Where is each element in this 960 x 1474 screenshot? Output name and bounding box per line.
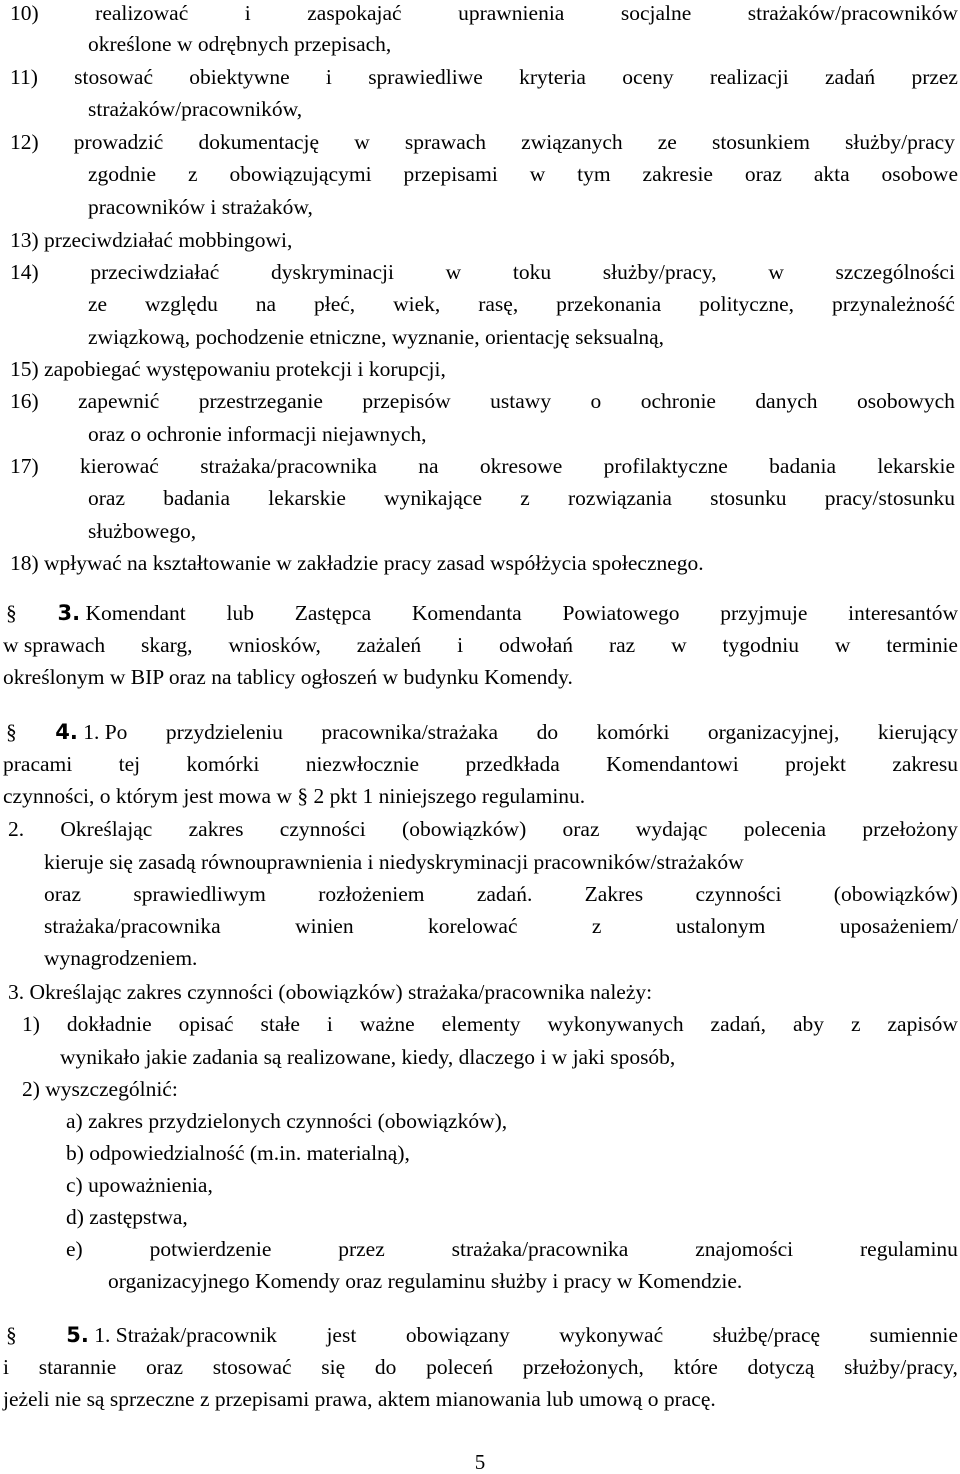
word: 16)	[10, 389, 39, 413]
word: 3. Komendant	[57, 601, 186, 625]
word: wiek,	[393, 292, 441, 316]
word: strażaka/pracownika	[44, 914, 221, 938]
word: §	[6, 1323, 17, 1347]
text-line	[8, 813, 958, 845]
word: 10)	[10, 1, 39, 25]
word: kryteria	[519, 65, 586, 89]
text-line: określonym w BIP oraz na tablicy ogłoszeń w budynku Komendy.	[3, 665, 573, 689]
word: służbę/pracę	[712, 1323, 821, 1347]
word: jest	[326, 1323, 357, 1347]
word: komórki	[186, 752, 260, 776]
word: sprawiedliwym	[133, 882, 266, 906]
word: 14)	[10, 260, 39, 284]
text-line	[10, 0, 958, 29]
text-line: jeżeli nie są sprzeczne z przepisami prawa, aktem mianowania lub umową o pracę.	[3, 1387, 716, 1411]
text-line: 2) wyszczególnić:	[22, 1077, 178, 1101]
word: prowadzić	[73, 130, 164, 154]
word: czynności	[695, 882, 782, 906]
word: zakres	[188, 817, 244, 841]
text-line	[66, 1233, 958, 1265]
word: przepisów	[362, 389, 451, 413]
word: rasę,	[478, 292, 519, 316]
word: Komendantowi	[606, 752, 739, 776]
word: 17)	[10, 454, 39, 478]
word: profilaktyczne	[603, 454, 728, 478]
word: (obowiązków)	[402, 817, 527, 841]
word: czynności	[279, 817, 366, 841]
word: w	[671, 633, 687, 657]
word: dokumentację	[198, 130, 320, 154]
text-line	[3, 748, 958, 780]
word: oraz	[562, 817, 600, 841]
word: ze	[657, 130, 677, 154]
text-line: związkową, pochodzenie etniczne, wyznanie, orientację seksualną,	[88, 325, 665, 349]
word: aby	[793, 1012, 825, 1036]
word: zadań,	[710, 1012, 767, 1036]
word: przełożony	[862, 817, 958, 841]
word: osobowe	[881, 162, 958, 186]
word: w	[834, 633, 851, 657]
word: lekarskie	[268, 486, 346, 510]
word: oraz	[146, 1355, 184, 1379]
word: rozwiązania	[568, 486, 672, 510]
word: potwierdzenie	[149, 1237, 272, 1261]
word: opisać	[178, 1012, 234, 1036]
word: zgodnie	[88, 162, 157, 186]
word: i	[326, 1012, 333, 1036]
word: Zakres	[584, 882, 644, 906]
word: (obowiązków)	[833, 882, 958, 906]
word: stosunku	[710, 486, 787, 510]
word: niezwłocznie	[305, 752, 420, 776]
word: które	[673, 1355, 718, 1379]
word: okresowe	[479, 454, 563, 478]
section-number: 4.	[55, 720, 78, 744]
word: ustawy	[490, 389, 552, 413]
word: ochronie	[640, 389, 716, 413]
text-line: oraz o ochronie informacji niejawnych,	[88, 422, 427, 446]
word: oraz	[44, 882, 81, 906]
word: i	[457, 633, 464, 657]
text-line: strażaków/pracowników,	[88, 97, 303, 121]
word: dokładnie	[66, 1012, 152, 1036]
word: 4. 1. Po	[55, 720, 128, 744]
word: przynależność	[831, 292, 955, 316]
text-line	[10, 385, 955, 417]
word: Zastępca	[294, 601, 372, 625]
word: do	[536, 720, 559, 744]
word: zadań	[825, 65, 876, 89]
text-line: b) odpowiedzialność (m.in. materialną),	[66, 1141, 410, 1165]
word: wykonywać	[559, 1323, 664, 1347]
word: stosunkiem	[711, 130, 810, 154]
word: lekarskie	[877, 454, 955, 478]
word: w sprawach	[3, 633, 106, 657]
word: kierujący	[877, 720, 958, 744]
word: zakresu	[892, 752, 958, 776]
text-line: organizacyjnego Komendy oraz regulaminu służby i pracy w Komendzie.	[108, 1269, 743, 1293]
word: 5. 1. Strażak/pracownik	[66, 1323, 277, 1347]
word: z	[520, 486, 530, 510]
word: 11)	[10, 65, 38, 89]
word: osobowych	[856, 389, 955, 413]
word: tygodniu	[722, 633, 799, 657]
word: kierować	[80, 454, 159, 478]
word: przepisami	[403, 162, 498, 186]
text-line	[6, 597, 958, 629]
word: wniosków,	[228, 633, 321, 657]
word: wydając	[635, 817, 708, 841]
word: do	[374, 1355, 397, 1379]
text-line: wynagrodzeniem.	[44, 946, 198, 970]
text-line: 13) przeciwdziałać mobbingowi,	[10, 228, 293, 252]
word: zapisów	[887, 1012, 958, 1036]
word: realizować	[95, 1, 189, 25]
word: ze	[88, 292, 108, 316]
word: akta	[813, 162, 850, 186]
word: obowiązany	[405, 1323, 510, 1347]
word: się	[321, 1355, 346, 1379]
word: regulaminu	[860, 1237, 958, 1261]
word: polityczne,	[699, 292, 795, 316]
word: na	[255, 292, 277, 316]
word: wynikające	[384, 486, 483, 510]
word: e)	[66, 1237, 83, 1261]
word: organizacyjnej,	[707, 720, 840, 744]
word: i	[325, 65, 332, 89]
word: projekt	[785, 752, 846, 776]
word: sprawach	[404, 130, 487, 154]
word: interesantów	[848, 601, 958, 625]
text-line	[88, 158, 958, 190]
word: ustalonym	[675, 914, 766, 938]
word: przez	[338, 1237, 385, 1261]
text-line	[10, 61, 958, 93]
word: Komendanta	[411, 601, 522, 625]
word: oraz	[744, 162, 782, 186]
word: winien	[295, 914, 354, 938]
word: rozłożeniem	[318, 882, 425, 906]
text-line: c) upoważnienia,	[66, 1173, 213, 1197]
text-line: służbowego,	[88, 519, 197, 543]
word: szczególności	[835, 260, 955, 284]
word: wykonywanych	[547, 1012, 684, 1036]
text-line	[6, 716, 958, 748]
word: przestrzeganie	[198, 389, 323, 413]
word: sprawiedliwe	[368, 65, 483, 89]
word: przez	[911, 65, 958, 89]
word: sumiennie	[869, 1323, 958, 1347]
word: oraz	[88, 486, 125, 510]
text-line	[3, 629, 958, 661]
text-line	[22, 1008, 958, 1040]
word: z	[187, 162, 198, 186]
word: badania	[163, 486, 231, 510]
word: stosować	[212, 1355, 292, 1379]
word: na	[418, 454, 439, 478]
word: 1)	[22, 1012, 40, 1036]
word: tej	[118, 752, 141, 776]
word: w	[768, 260, 784, 284]
word: z	[851, 1012, 861, 1036]
text-line: 15) zapobiegać występowaniu protekcji i korupcji,	[10, 357, 446, 381]
word: uposażeniem/	[839, 914, 958, 938]
text-line: a) zakres przydzielonych czynności (obowiązków),	[66, 1109, 508, 1133]
word: i	[244, 1, 251, 25]
text-line: pracowników i strażaków,	[88, 195, 313, 219]
word: danych	[755, 389, 818, 413]
word: korelować	[427, 914, 518, 938]
word: przyjmuje	[720, 601, 808, 625]
word: §	[6, 601, 17, 625]
word: pracownika/strażaka	[321, 720, 499, 744]
text-line: kieruje się zasadą równouprawnienia i niedyskryminacji pracowników/strażaków	[44, 850, 744, 874]
word: realizacji	[709, 65, 789, 89]
word: polecenia	[743, 817, 827, 841]
word: skarg,	[141, 633, 193, 657]
word: socjalne	[620, 1, 692, 25]
word: i	[3, 1355, 9, 1379]
word: płeć,	[314, 292, 356, 316]
word: stosować	[74, 65, 153, 89]
word: w	[445, 260, 462, 284]
text-line	[88, 288, 955, 320]
text-line	[44, 910, 958, 942]
text-line: czynności, o którym jest mowa w § 2 pkt 1 niniejszego regulaminu.	[3, 784, 586, 808]
word: strażaka/pracownika	[200, 454, 377, 478]
text-line	[3, 1351, 958, 1383]
word: badania	[769, 454, 837, 478]
text-line	[10, 450, 955, 482]
word: zażaleń	[356, 633, 422, 657]
word: obowiązującymi	[229, 162, 372, 186]
word: uprawnienia	[458, 1, 565, 25]
word: strażaka/pracownika	[451, 1237, 629, 1261]
text-line: określone w odrębnych przepisach,	[88, 32, 392, 56]
word: przydzieleniu	[165, 720, 283, 744]
word: przeciwdziałać	[90, 260, 220, 284]
word: 12)	[10, 130, 39, 154]
word: w	[529, 162, 546, 186]
word: 2.	[8, 817, 25, 841]
word: przełożonych,	[522, 1355, 644, 1379]
word: oceny	[622, 65, 674, 89]
word: obiektywne	[189, 65, 290, 89]
word: pracami	[3, 752, 73, 776]
word: zaspokajać	[307, 1, 402, 25]
word: lub	[226, 601, 254, 625]
text-line	[10, 126, 955, 158]
word: toku	[512, 260, 552, 284]
word: służby/pracy	[845, 130, 955, 154]
word: względu	[145, 292, 218, 316]
word: Powiatowego	[562, 601, 680, 625]
text-line	[44, 878, 958, 910]
word: tym	[577, 162, 611, 186]
text-line: wynikało jakie zadania są realizowane, kiedy, dlaczego i w jaki sposób,	[60, 1045, 676, 1069]
word: odwołań	[498, 633, 574, 657]
section-number: 3.	[57, 601, 81, 625]
word: poleceń	[426, 1355, 493, 1379]
text-line	[6, 1319, 958, 1351]
page-number: 5	[474, 1450, 486, 1474]
word: służby/pracy,	[602, 260, 717, 284]
word: zadań.	[476, 882, 533, 906]
word: pracy/stosunku	[824, 486, 955, 510]
word: przedkłada	[465, 752, 560, 776]
text-line: d) zastępstwa,	[66, 1205, 188, 1229]
word: zapewnić	[78, 389, 160, 413]
word: komórki	[596, 720, 670, 744]
word: raz	[608, 633, 636, 657]
word: w	[354, 130, 370, 154]
word: przekonania	[556, 292, 662, 316]
text-line: 3. Określając zakres czynności (obowiązków) strażaka/pracownika należy:	[8, 980, 653, 1004]
word: związanych	[521, 130, 623, 154]
word: terminie	[886, 633, 958, 657]
word: elementy	[441, 1012, 521, 1036]
word: znajomości	[695, 1237, 794, 1261]
word: dotyczą	[747, 1355, 815, 1379]
word: o	[590, 389, 602, 413]
word: zakresie	[642, 162, 713, 186]
word: dyskryminacji	[270, 260, 394, 284]
word: starannie	[38, 1355, 117, 1379]
word: stałe	[260, 1012, 300, 1036]
word: ważne	[359, 1012, 415, 1036]
text-line	[10, 256, 955, 288]
word: §	[6, 720, 17, 744]
text-line	[88, 482, 955, 514]
word: Określając	[60, 817, 153, 841]
word: strażaków/pracowników	[747, 1, 958, 25]
word: służby/pracy,	[844, 1355, 958, 1379]
word: z	[591, 914, 602, 938]
section-number: 5.	[66, 1323, 89, 1347]
text-line: 18) wpływać na kształtowanie w zakładzie pracy zasad współżycia społecznego.	[10, 551, 704, 575]
